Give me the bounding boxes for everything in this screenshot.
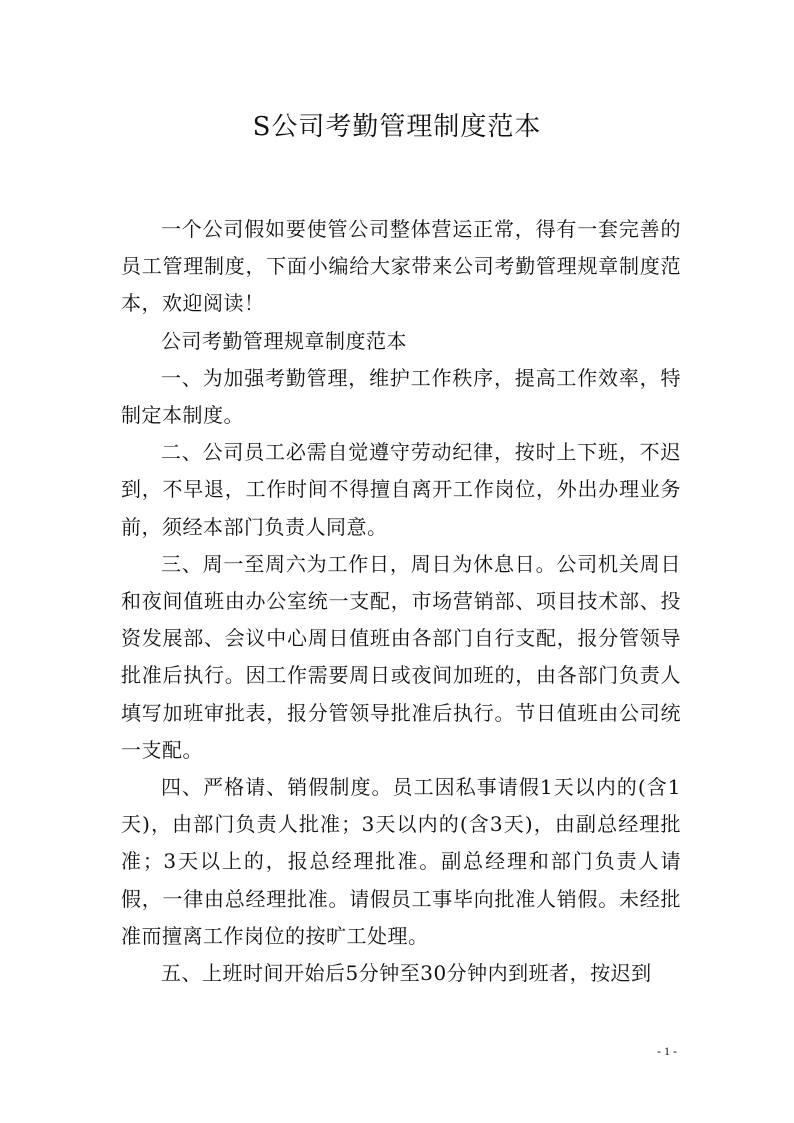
paragraph-article-1: 一、为加强考勤管理，维护工作秩序，提高工作效率，特制定本制度。 <box>121 365 681 428</box>
paragraph-article-3: 三、周一至周六为工作日，周日为休息日。公司机关周日和夜间值班由办公室统一支配，市场营销部、项目技术部、投资发展部、会议中心周日值班由各部门自行支配，报分管领导批准后执行。因工作需要周日或夜间加班的，由各部门负责人填写加班审批表，报分管领导批准后执行。节日值班由公司统一支配。 <box>121 551 681 762</box>
document-title: S公司考勤管理制度范本 <box>252 112 542 142</box>
document-body <box>121 211 681 992</box>
page-number: - 1 - <box>657 1044 677 1058</box>
paragraph-intro: 一个公司假如要使管公司整体营运正常，得有一套完善的员工管理制度，下面小编给大家带来公司考勤管理规章制度范本，欢迎阅读！ <box>121 217 681 316</box>
paragraph-subtitle: 公司考勤管理规章制度范本 <box>161 328 407 353</box>
paragraph-article-2: 二、公司员工必需自觉遵守劳动纪律，按时上下班，不迟到，不早退，工作时间不得擅自离开工作岗位，外出办理业务前，须经本部门负责人同意。 <box>121 440 681 539</box>
paragraph-article-5: 五、上班时间开始后5分钟至30分钟内到班者，按迟到 <box>161 961 652 986</box>
paragraph-article-4: 四、严格请、销假制度。员工因私事请假1天以内的(含1天)，由部门负责人批准；3天以内的(含3天)，由副总经理批准；3天以上的，报总经理批准。副总经理和部门负责人请假，一律由总经理批准。请假员工事毕向批准人销假。未经批准而擅离工作岗位的按旷工处理。 <box>121 775 681 948</box>
